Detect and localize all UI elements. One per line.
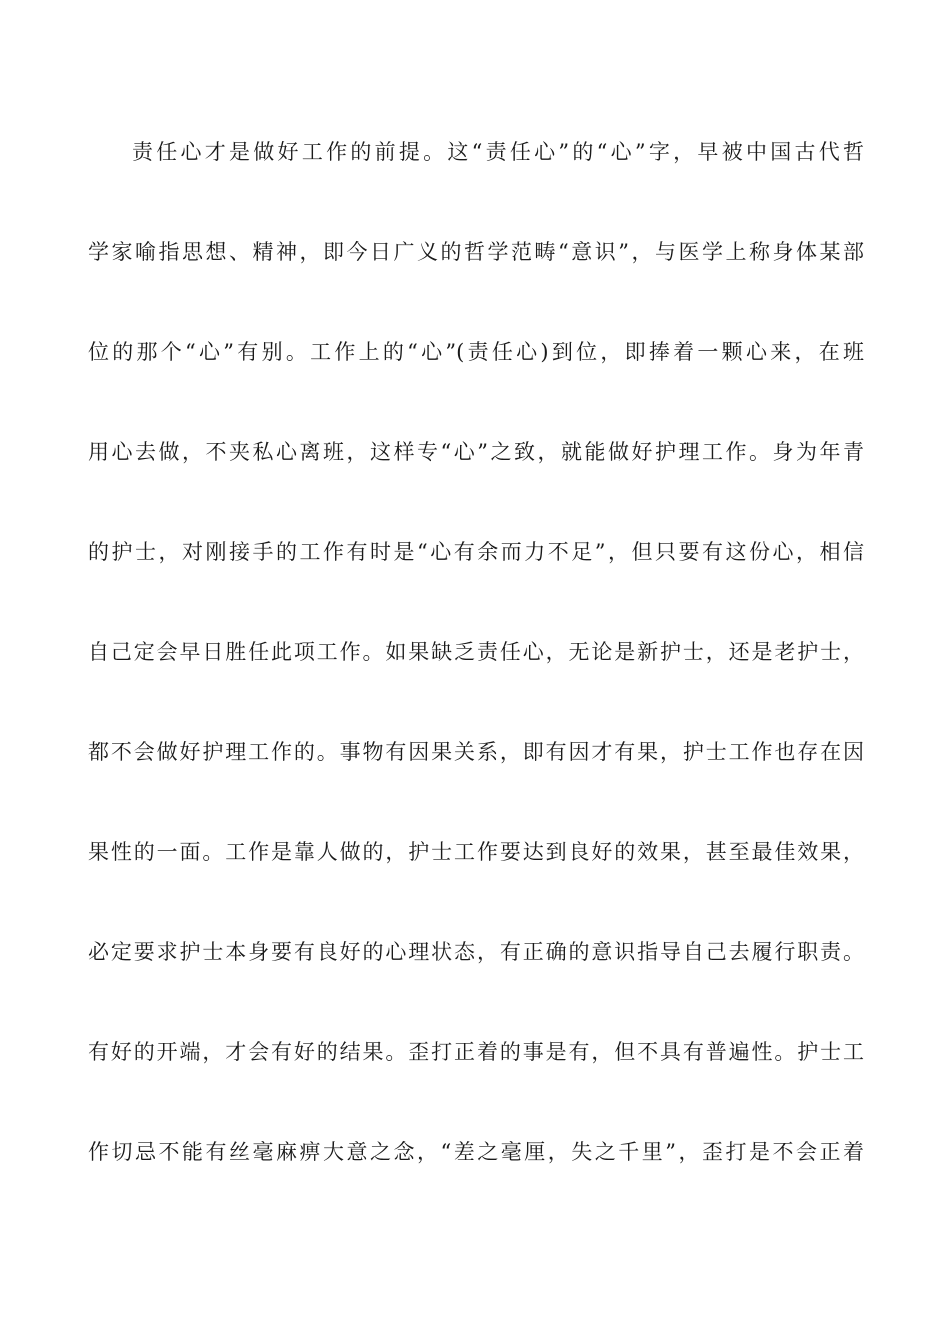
paragraph-line-10: 有好的开端，才会有好的结果。歪打正着的事是有，但不具有普遍性。护士工 [88, 1040, 864, 1064]
paragraph-line-11: 作切忌不能有丝毫麻痹大意之念，“差之毫厘，失之千里”，歪打是不会正着 [88, 1140, 864, 1164]
paragraph-line-6: 自己定会早日胜任此项工作。如果缺乏责任心，无论是新护士，还是老护士， [88, 640, 864, 664]
paragraph-line-5: 的护士，对刚接手的工作有时是“心有余而力不足”，但只要有这份心，相信 [88, 540, 864, 564]
paragraph-line-8: 果性的一面。工作是靠人做的，护士工作要达到良好的效果，甚至最佳效果， [88, 840, 864, 864]
paragraph-line-7: 都不会做好护理工作的。事物有因果关系，即有因才有果，护士工作也存在因 [88, 740, 864, 764]
paragraph-line-4: 用心去做，不夹私心离班，这样专“心”之致，就能做好护理工作。身为年青 [88, 440, 864, 464]
paragraph-line-1: 责任心才是做好工作的前提。这“责任心”的“心”字，早被中国古代哲 [132, 140, 864, 164]
paragraph-line-9: 必定要求护士本身要有良好的心理状态，有正确的意识指导自己去履行职责。 [88, 940, 864, 964]
body-paragraph [88, 130, 864, 1230]
paragraph-line-2: 学家喻指思想、精神，即今日广义的哲学范畴“意识”，与医学上称身体某部 [88, 240, 864, 264]
paragraph-line-3: 位的那个“心”有别。工作上的“心”(责任心)到位，即捧着一颗心来，在班 [88, 340, 864, 364]
